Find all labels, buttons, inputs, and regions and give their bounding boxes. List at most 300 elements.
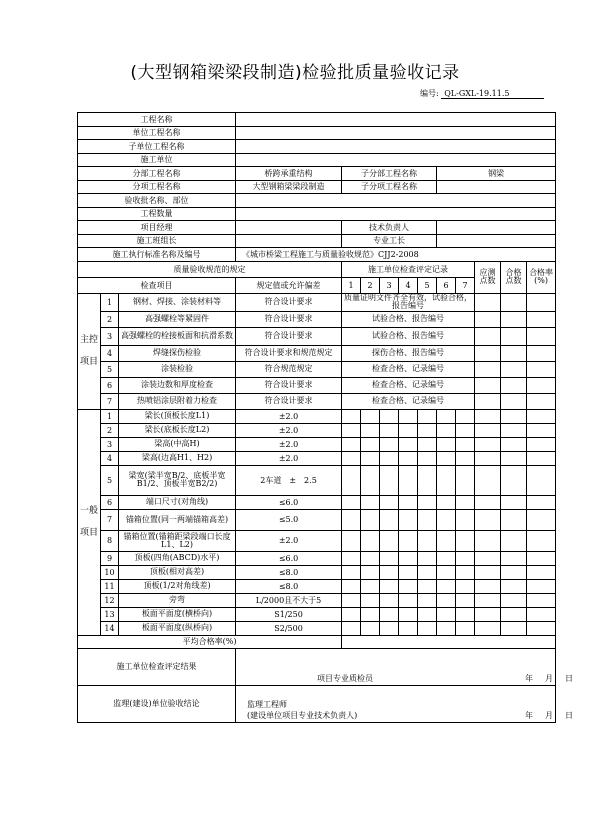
supervision-conclusion-person-2: (建设单位项目专业技术负责人) (247, 711, 358, 720)
result-cell[interactable] (501, 311, 527, 327)
measure-cell[interactable] (501, 530, 527, 551)
technical-lead-value[interactable] (437, 221, 556, 235)
result-cell[interactable] (475, 327, 501, 345)
measure-cell[interactable] (342, 565, 361, 579)
measure-cell[interactable] (361, 495, 380, 509)
sub-unit-project-label: 子单位工程名称 (78, 140, 236, 154)
result-cell[interactable] (527, 361, 556, 377)
item-limit: ±2.0 (236, 530, 342, 551)
item-record[interactable]: 试验合格、报告编号 (342, 311, 475, 327)
sub-division-label: 子分部工程名称 (342, 167, 437, 181)
measure-cell[interactable] (475, 530, 501, 551)
measure-cell[interactable] (418, 409, 437, 423)
item-limit: S2/500 (236, 621, 342, 635)
item-record[interactable]: 质量证明文件齐全有效，试验合格，报告编号 (342, 293, 475, 311)
batch-label: 验收批名称、部位 (78, 194, 236, 208)
measure-cell[interactable] (342, 495, 361, 509)
general-item-row (78, 423, 556, 437)
measure-cell[interactable] (501, 593, 527, 607)
item-column-header: 检查项目 (78, 277, 236, 293)
result-cell[interactable] (475, 393, 501, 409)
measure-cell[interactable] (418, 551, 437, 565)
measure-cell[interactable] (342, 423, 361, 437)
measure-cell[interactable] (437, 607, 456, 621)
measure-cell[interactable] (501, 495, 527, 509)
measure-cell[interactable] (475, 509, 501, 530)
general-item-row (78, 509, 556, 530)
measure-cell[interactable] (527, 409, 556, 423)
item-record[interactable]: 检查合格、记录编号 (342, 377, 475, 393)
measure-cell[interactable] (399, 423, 418, 437)
measure-cell[interactable] (342, 607, 361, 621)
inspection-form (77, 112, 574, 723)
measure-cell[interactable] (380, 593, 399, 607)
item-limit: L/2000且不大于5 (236, 593, 342, 607)
measure-cell[interactable] (418, 437, 437, 451)
measure-cell[interactable] (418, 565, 437, 579)
project-name-value[interactable] (236, 113, 556, 127)
general-item-row (78, 593, 556, 607)
measure-cell[interactable] (475, 465, 501, 495)
measure-cell[interactable] (475, 579, 501, 593)
item-number: 13 (101, 607, 119, 621)
measure-cell[interactable] (361, 409, 380, 423)
item-number: 14 (101, 621, 119, 635)
point-header: 7 (456, 277, 475, 293)
measure-cell[interactable] (437, 530, 456, 551)
measure-cell[interactable] (399, 495, 418, 509)
measure-cell[interactable] (437, 423, 456, 437)
item-number: 1 (101, 409, 119, 423)
measure-cell[interactable] (437, 621, 456, 635)
measure-cell[interactable] (527, 579, 556, 593)
main-item-row (78, 311, 556, 327)
main-item-row (78, 345, 556, 361)
measure-cell[interactable] (501, 565, 527, 579)
measure-cell[interactable] (475, 495, 501, 509)
measure-cell[interactable] (361, 579, 380, 593)
measure-cell[interactable] (342, 551, 361, 565)
result-cell[interactable] (527, 311, 556, 327)
measure-cell[interactable] (342, 621, 361, 635)
measure-cell[interactable] (456, 409, 475, 423)
measure-cell[interactable] (475, 621, 501, 635)
measure-cell[interactable] (501, 551, 527, 565)
foreman-value[interactable] (437, 234, 556, 248)
measure-cell[interactable] (501, 465, 527, 495)
measure-cell[interactable] (527, 423, 556, 437)
result-cell[interactable] (475, 293, 501, 311)
measure-cell[interactable] (418, 465, 437, 495)
foreman-label: 专业工长 (342, 234, 437, 248)
measure-cell[interactable] (361, 465, 380, 495)
measure-cell[interactable] (399, 530, 418, 551)
item-number: 12 (101, 593, 119, 607)
item-record[interactable]: 检查合格、记录编号 (342, 361, 475, 377)
measure-cell[interactable] (361, 423, 380, 437)
point-header: 1 (342, 277, 361, 293)
measure-cell[interactable] (418, 621, 437, 635)
measure-cell[interactable] (418, 579, 437, 593)
date-day: 日 (565, 674, 574, 683)
unit-project-value[interactable] (236, 126, 556, 140)
page-title: (大型钢箱梁梁段制造)检验批质量验收记录 (130, 63, 460, 83)
item-name: 梁宽(梁半宽B/2、底板半宽B1/2、顶板半宽B2/2) (119, 465, 236, 495)
measure-cell[interactable] (475, 607, 501, 621)
date-month: 月 (545, 674, 554, 683)
measure-cell[interactable] (527, 621, 556, 635)
measure-cell[interactable] (418, 495, 437, 509)
item-limit: ≤8.0 (236, 565, 342, 579)
point-header: 2 (361, 277, 380, 293)
item-limit: 符合设计要求和规范规定 (236, 345, 342, 361)
measure-cell[interactable] (475, 437, 501, 451)
measure-cell[interactable] (456, 593, 475, 607)
measure-cell[interactable] (361, 607, 380, 621)
record-number-label: 编号: (420, 89, 439, 98)
main-item-row (78, 377, 556, 393)
general-item-row (78, 437, 556, 451)
rate-header: 合格率(%) (527, 261, 556, 293)
measure-cell[interactable] (399, 579, 418, 593)
measure-cell[interactable] (475, 409, 501, 423)
main-control-label: 主控项目 (78, 293, 101, 409)
measure-cell[interactable] (456, 621, 475, 635)
sub-item-project-value[interactable] (437, 180, 556, 194)
general-item-row (78, 551, 556, 565)
measure-cell[interactable] (527, 565, 556, 579)
measure-cell[interactable] (399, 451, 418, 465)
main-item-row (78, 293, 556, 311)
measure-cell[interactable] (361, 509, 380, 530)
result-cell[interactable] (501, 327, 527, 345)
measure-cell[interactable] (380, 409, 399, 423)
measure-cell[interactable] (527, 495, 556, 509)
measure-cell[interactable] (437, 437, 456, 451)
measure-cell[interactable] (418, 451, 437, 465)
measure-cell[interactable] (475, 551, 501, 565)
measure-cell[interactable] (399, 509, 418, 530)
item-record[interactable]: 检查合格、记录编号 (342, 393, 475, 409)
result-cell[interactable] (475, 311, 501, 327)
measure-cell[interactable] (342, 437, 361, 451)
sub-division-value[interactable]: 钢梁 (437, 167, 556, 181)
construction-unit-label: 施工单位 (78, 153, 236, 167)
team-leader-value[interactable] (236, 234, 342, 248)
measure-cell[interactable] (501, 509, 527, 530)
measure-cell[interactable] (456, 423, 475, 437)
measure-cell[interactable] (399, 607, 418, 621)
item-number: 3 (101, 437, 119, 451)
measure-cell[interactable] (456, 451, 475, 465)
measure-cell[interactable] (456, 509, 475, 530)
measure-cell[interactable] (380, 465, 399, 495)
item-limit: ≤8.0 (236, 579, 342, 593)
measure-cell[interactable] (437, 565, 456, 579)
item-limit: ≤6.0 (236, 551, 342, 565)
measure-cell[interactable] (501, 607, 527, 621)
average-rate-value[interactable] (342, 635, 556, 649)
item-limit: ±2.0 (236, 437, 342, 451)
measure-cell[interactable] (380, 621, 399, 635)
item-number: 10 (101, 565, 119, 579)
result-cell[interactable] (527, 293, 556, 311)
measure-cell[interactable] (418, 509, 437, 530)
measure-cell[interactable] (380, 495, 399, 509)
supervision-conclusion-label: 监理(建设)单位验收结论 (78, 686, 236, 723)
measure-cell[interactable] (361, 530, 380, 551)
measure-cell[interactable] (380, 437, 399, 451)
item-number: 5 (101, 361, 119, 377)
supervision-conclusion-person: 监理工程师 (247, 700, 288, 709)
item-number: 7 (101, 509, 119, 530)
general-item-row (78, 579, 556, 593)
item-limit: S1/250 (236, 607, 342, 621)
item-name: 旁弯 (119, 593, 236, 607)
construction-result-person: 项目专业质检员 (317, 674, 374, 683)
measure-cell[interactable] (399, 593, 418, 607)
result-cell[interactable] (475, 345, 501, 361)
measure-cell[interactable] (437, 495, 456, 509)
measured-header: 应测点数 (475, 261, 501, 293)
main-item-row (78, 393, 556, 409)
project-manager-value[interactable] (236, 221, 342, 235)
item-number: 11 (101, 579, 119, 593)
measure-cell[interactable] (399, 621, 418, 635)
measure-cell[interactable] (342, 409, 361, 423)
measure-cell[interactable] (342, 593, 361, 607)
measure-cell[interactable] (456, 579, 475, 593)
measure-cell[interactable] (501, 621, 527, 635)
measure-cell[interactable] (456, 565, 475, 579)
item-limit: ±2.0 (236, 451, 342, 465)
measure-cell[interactable] (342, 579, 361, 593)
construction-result-content[interactable] (236, 649, 574, 686)
item-name: 锚箱位置(锚箱距梁段端口长度L1、L2) (119, 530, 236, 551)
measure-cell[interactable] (456, 530, 475, 551)
result-cell[interactable] (527, 393, 556, 409)
measure-cell[interactable] (342, 509, 361, 530)
inspect-title: 施工单位检查评定记录 (342, 261, 475, 277)
measure-cell[interactable] (342, 465, 361, 495)
item-limit: ±2.0 (236, 409, 342, 423)
item-number: 2 (101, 423, 119, 437)
item-number: 6 (101, 377, 119, 393)
date-year: 年 (525, 711, 534, 720)
measure-cell[interactable] (501, 409, 527, 423)
project-manager-label: 项目经理 (78, 221, 236, 235)
item-number: 9 (101, 551, 119, 565)
item-number: 6 (101, 495, 119, 509)
measure-cell[interactable] (380, 607, 399, 621)
division-value[interactable]: 桥跨承重结构 (236, 167, 342, 181)
item-number: 7 (101, 393, 119, 409)
measure-cell[interactable] (527, 551, 556, 565)
measure-cell[interactable] (475, 423, 501, 437)
item-name: 高强螺栓的栓接板面和抗滑系数 (119, 327, 236, 345)
item-name: 顶板(相对高差) (119, 565, 236, 579)
measure-cell[interactable] (475, 565, 501, 579)
measure-cell[interactable] (501, 437, 527, 451)
measure-cell[interactable] (501, 579, 527, 593)
measure-cell[interactable] (437, 509, 456, 530)
general-label: 一般项目 (78, 409, 101, 635)
item-name: 涂装边数和厚度检查 (119, 377, 236, 393)
sub-unit-project-value[interactable] (236, 140, 556, 154)
measure-cell[interactable] (501, 423, 527, 437)
record-number (420, 88, 544, 99)
measure-cell[interactable] (437, 579, 456, 593)
measure-cell[interactable] (361, 593, 380, 607)
measure-cell[interactable] (361, 451, 380, 465)
item-name: 梁高(边高H1、H2) (119, 451, 236, 465)
main-item-row (78, 327, 556, 345)
measure-cell[interactable] (437, 465, 456, 495)
unit-project-label: 单位工程名称 (78, 126, 236, 140)
measure-cell[interactable] (475, 593, 501, 607)
item-number: 4 (101, 345, 119, 361)
quantity-value[interactable] (236, 207, 556, 221)
result-cell[interactable] (501, 345, 527, 361)
measure-cell[interactable] (399, 565, 418, 579)
result-cell[interactable] (501, 293, 527, 311)
measure-cell[interactable] (456, 495, 475, 509)
result-cell[interactable] (527, 345, 556, 361)
measure-cell[interactable] (399, 465, 418, 495)
measure-cell[interactable] (380, 423, 399, 437)
item-name: 板面平面度(横桥向) (119, 607, 236, 621)
general-item-row (78, 409, 556, 423)
measure-cell[interactable] (399, 551, 418, 565)
result-cell[interactable] (501, 361, 527, 377)
item-limit: 2车道 ± 2.5 (236, 465, 342, 495)
item-limit: ≤6.0 (236, 495, 342, 509)
result-cell[interactable] (501, 393, 527, 409)
batch-value[interactable] (236, 194, 556, 208)
item-name: 板面平面度(纵桥向) (119, 621, 236, 635)
measure-cell[interactable] (437, 451, 456, 465)
measure-cell[interactable] (456, 437, 475, 451)
construction-result-label: 施工单位检查评定结果 (78, 649, 236, 686)
measure-cell[interactable] (361, 551, 380, 565)
project-name-label: 工程名称 (78, 113, 236, 127)
main-item-row (78, 361, 556, 377)
result-cell[interactable] (527, 327, 556, 345)
measure-cell[interactable] (527, 530, 556, 551)
measure-cell[interactable] (361, 621, 380, 635)
measure-cell[interactable] (380, 551, 399, 565)
result-cell[interactable] (501, 377, 527, 393)
measure-cell[interactable] (399, 409, 418, 423)
measure-cell[interactable] (437, 593, 456, 607)
division-label: 分部工程名称 (78, 167, 236, 181)
measure-cell[interactable] (418, 607, 437, 621)
team-leader-label: 施工班组长 (78, 234, 236, 248)
measure-cell[interactable] (380, 451, 399, 465)
measure-cell[interactable] (527, 593, 556, 607)
item-project-value[interactable]: 大型钢箱梁梁段制造 (236, 180, 342, 194)
measure-cell[interactable] (527, 451, 556, 465)
item-limit: 符合设计要求 (236, 293, 342, 311)
measure-cell[interactable] (342, 530, 361, 551)
item-name: 梁高(中高H) (119, 437, 236, 451)
item-number: 5 (101, 465, 119, 495)
standard-value: 《城市桥梁工程施工与质量验收规范》CJJ2-2008 (236, 248, 556, 262)
supervision-conclusion-content[interactable] (236, 686, 574, 723)
item-name: 钢材、焊接、涂装材料等 (119, 293, 236, 311)
spec-title: 质量验收规范的规定 (78, 261, 342, 277)
measure-cell[interactable] (399, 437, 418, 451)
limit-column-header: 规定值或允许偏差 (236, 277, 342, 293)
item-limit: 符合设计要求 (236, 311, 342, 327)
measure-cell[interactable] (527, 465, 556, 495)
item-number: 4 (101, 451, 119, 465)
item-record[interactable]: 探伤合格、报告编号 (342, 345, 475, 361)
measure-cell[interactable] (380, 565, 399, 579)
measure-cell[interactable] (361, 565, 380, 579)
date-year: 年 (525, 674, 534, 683)
result-cell[interactable] (527, 377, 556, 393)
item-name: 热喷铝涂层附着力检查 (119, 393, 236, 409)
item-name: 梁长(底板长度L2) (119, 423, 236, 437)
item-limit: 符合设计要求 (236, 377, 342, 393)
quantity-label: 工程数量 (78, 207, 236, 221)
measure-cell[interactable] (456, 607, 475, 621)
item-limit: 符合设计要求 (236, 393, 342, 409)
date-month: 月 (545, 711, 554, 720)
item-name: 顶板(1/2对角线差) (119, 579, 236, 593)
construction-unit-value[interactable] (236, 153, 556, 167)
measure-cell[interactable] (456, 551, 475, 565)
measure-cell[interactable] (475, 451, 501, 465)
item-number: 8 (101, 530, 119, 551)
item-record[interactable]: 试验合格、报告编号 (342, 327, 475, 345)
measure-cell[interactable] (437, 551, 456, 565)
item-name: 焊缝探伤检验 (119, 345, 236, 361)
measure-cell[interactable] (380, 579, 399, 593)
measure-cell[interactable] (527, 607, 556, 621)
measure-cell[interactable] (418, 593, 437, 607)
item-project-label: 分项工程名称 (78, 180, 236, 194)
point-header: 5 (418, 277, 437, 293)
date-day: 日 (565, 711, 574, 720)
measure-cell[interactable] (418, 530, 437, 551)
point-header: 3 (380, 277, 399, 293)
record-number-value: QL-GXL-19.11.5 (441, 89, 544, 99)
item-limit: ≤5.0 (236, 509, 342, 530)
result-cell[interactable] (475, 361, 501, 377)
measure-cell[interactable] (501, 451, 527, 465)
general-item-row (78, 607, 556, 621)
measure-cell[interactable] (437, 409, 456, 423)
measure-cell[interactable] (342, 451, 361, 465)
item-limit: 符合设计要求 (236, 327, 342, 345)
item-name: 高强螺栓等紧固件 (119, 311, 236, 327)
result-cell[interactable] (475, 377, 501, 393)
measure-cell[interactable] (418, 423, 437, 437)
standard-label: 施工执行标准名称及编号 (78, 248, 236, 262)
measure-cell[interactable] (527, 437, 556, 451)
point-header: 6 (437, 277, 456, 293)
measure-cell[interactable] (456, 465, 475, 495)
measure-cell[interactable] (380, 509, 399, 530)
measure-cell[interactable] (527, 509, 556, 530)
average-rate-label: 平均合格率(%) (78, 635, 342, 649)
point-header: 4 (399, 277, 418, 293)
measure-cell[interactable] (361, 437, 380, 451)
sub-item-project-label: 子分项工程名称 (342, 180, 437, 194)
measure-cell[interactable] (380, 530, 399, 551)
